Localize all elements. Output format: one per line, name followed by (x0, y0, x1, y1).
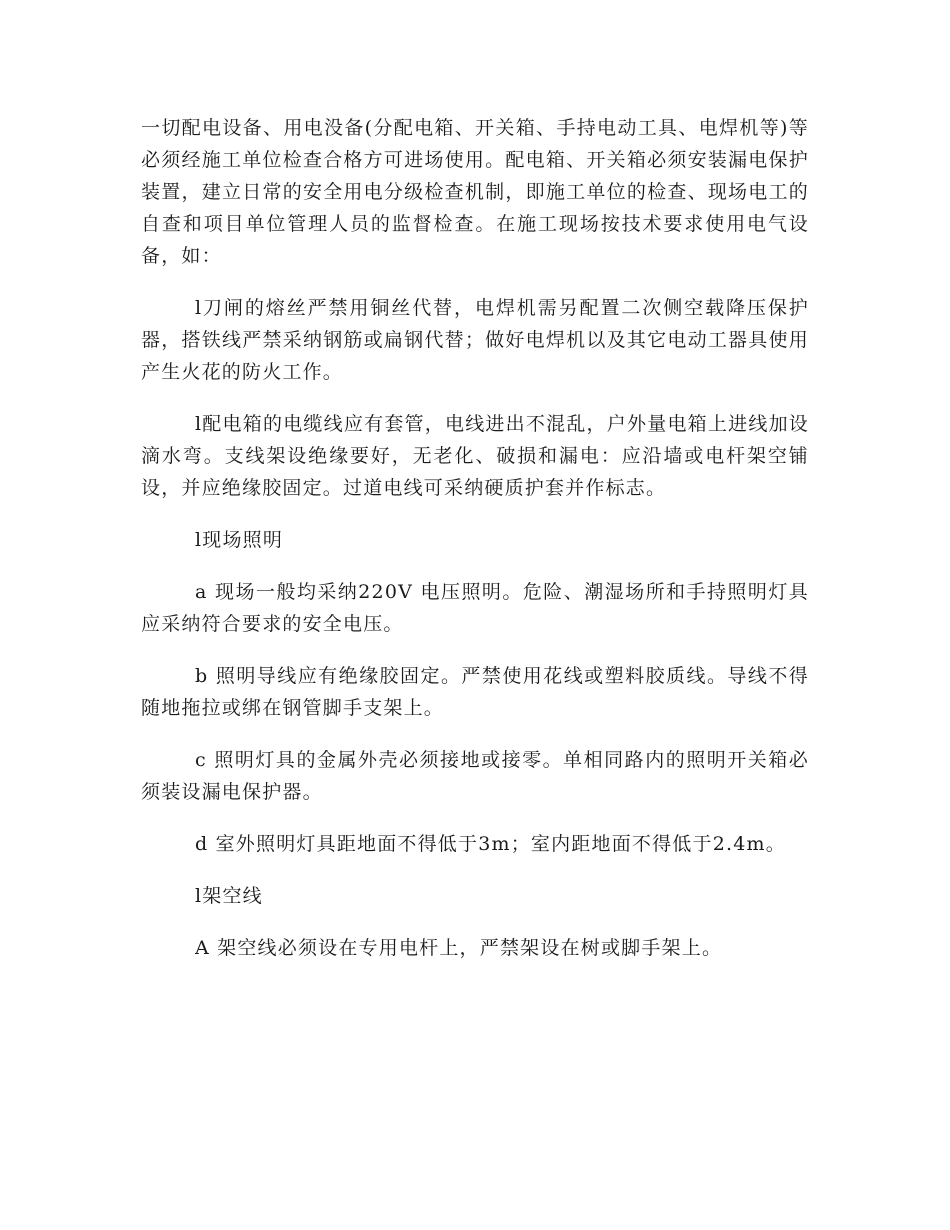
paragraph-lighting-a: a 现场一般均采纳220V 电压照明。危险、潮湿场所和手持照明灯具应采纳符合要求的安全电压。 (141, 581, 809, 635)
paragraph-lighting-c: c 照明灯具的金属外壳必须接地或接零。单相同路内的照明开关箱必须装设漏电保护器。 (141, 749, 809, 803)
heading-site-lighting: l现场照明 (195, 529, 284, 551)
paragraph-lighting-b: b 照明导线应有绝缘胶固定。严禁使用花线或塑料胶质线。导线不得随地拖拉或绑在钢管脚手支架上。 (141, 665, 809, 719)
paragraph-knife-switch: l刀闸的熔丝严禁用铜丝代替，电焊机需另配置二次侧空载降压保护器，搭铁线严禁采纳钢筋或扁钢代替；做好电焊机以及其它电动工器具使用产生火花的防火工作。 (141, 297, 809, 383)
heading-overhead-line: l架空线 (195, 885, 263, 907)
paragraph-distribution-box: l配电箱的电缆线应有套管，电线进出不混乱，户外量电箱上进线加设滴水弯。支线架设绝缘要好，无老化、破损和漏电：应沿墙或电杆架空铺设，并应绝缘胶固定。过道电线可采纳硬质护套并作标志。 (141, 413, 809, 499)
paragraph-overhead-a: A 架空线必须设在专用电杆上，严禁架设在树或脚手架上。 (195, 937, 723, 959)
paragraph-lighting-d: d 室外照明灯具距地面不得低于3m；室内距地面不得低于2.4m。 (195, 833, 786, 855)
document-body (141, 112, 809, 984)
paragraph-intro: 一切配电设备、用电没备(分配电箱、开关箱、手持电动工具、电焊机等)等必须经施工单位检查合格方可进场使用。配电箱、开关箱必须安装漏电保护装置，建立日常的安全用电分级检查机制，即施工单位的检查、现场电工的自查和项目单位管理人员的监督检查。在施工现场按技术要求使用电气设备，如： (141, 117, 809, 267)
